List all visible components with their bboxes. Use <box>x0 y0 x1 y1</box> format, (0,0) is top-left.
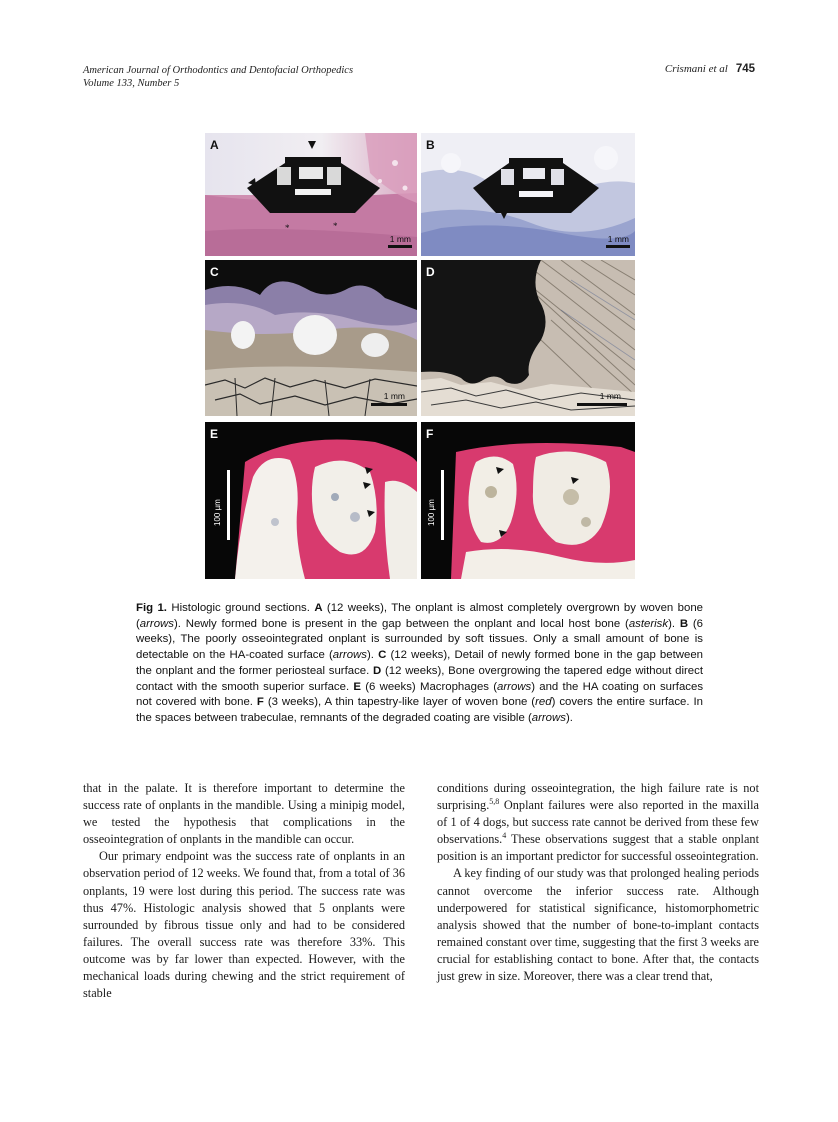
panel-e-scale-label: 100 µm <box>213 499 222 526</box>
panel-e-image <box>205 422 417 579</box>
caption-text: (6 weeks), The poorly osseointegrated onplant is surrounded by soft tissues. Only a small amount of bone is detectable on the HA-coated surface ( <box>136 617 704 662</box>
citation-ref: 4 <box>502 831 507 841</box>
citation-ref: 5,8 <box>489 797 500 806</box>
caption-italic: arrows <box>332 649 367 662</box>
caption-italic: arrows <box>497 680 532 693</box>
running-header-right <box>665 63 755 75</box>
caption-text: (12 weeks), The onplant is almost completely overgrown by woven bone ( <box>136 602 703 630</box>
panel-f-image <box>421 422 635 579</box>
caption-italic: arrows <box>139 617 174 630</box>
page-number: 745 <box>735 63 755 75</box>
running-header-left <box>83 64 353 90</box>
caption-text: ). Newly formed bone is present in the gap between the onplant and local host bone ( <box>173 617 629 630</box>
caption-panel-ref: D <box>373 664 382 677</box>
panel-d-scale-label: 1 mm <box>599 391 621 401</box>
body-paragraph: that in the palate. It is therefore important to determine the success rate of onplants in the mandible. Using a minipig model, we tested the hypothesis that complications in the osseointegration of onplants in the mandible can occur. <box>83 781 405 847</box>
caption-text: Histologic ground sections. <box>166 602 315 614</box>
panel-a-scale-label: 1 mm <box>389 234 411 244</box>
body-paragraph <box>437 780 759 865</box>
caption-panel-ref: C <box>378 649 387 662</box>
figure-1 <box>205 133 635 579</box>
svg-text:*: * <box>285 223 290 233</box>
caption-italic: red <box>535 696 552 709</box>
panel-f-label: F <box>426 427 434 441</box>
panel-b-label: B <box>426 138 435 152</box>
journal-volume: Volume 133, Number 5 <box>83 78 180 89</box>
body-column-left <box>83 780 405 1002</box>
panel-a-image <box>205 133 417 256</box>
caption-text: ) covers the entire surface. In the spaces between trabeculae, remnants of the degraded coating are visible ( <box>136 696 704 724</box>
running-authors: Crismani et al <box>664 63 728 75</box>
panel-d-label: D <box>426 265 435 279</box>
caption-italic: arrows <box>531 711 566 724</box>
body-text: These observations suggest that a stable onplant position is an important predictor for successful osseointegration. <box>437 832 759 864</box>
caption-italic: asterisk <box>628 617 669 630</box>
caption-text: ). <box>565 711 573 724</box>
panel-c-label: C <box>210 265 219 279</box>
caption-text: ). <box>668 617 680 630</box>
panel-f <box>421 422 635 579</box>
body-text: conditions during osseointegration, the high failure rate is not surprising. <box>437 781 759 813</box>
panel-e-label: E <box>210 427 219 441</box>
panel-b-scale-label: 1 mm <box>607 234 629 244</box>
body-column-right <box>437 780 759 985</box>
caption-text: ) and the HA coating on surfaces not covered with bone. <box>136 680 704 709</box>
panel-e <box>205 422 417 579</box>
body-paragraph: A key finding of our study was that prolonged healing periods cannot overcome the inferior success rate. Although underpowered for statistical significance, histomorphometric analysis showed that the number of bone-to-implant contacts remained constant over time, suggesting that the first 3 weeks are crucial for establishing contact to bone. After that, the contacts just grew in size. Moreover, there was a clear trend that, <box>437 866 760 984</box>
caption-text: ). <box>366 649 379 662</box>
caption-panel-ref: B <box>679 617 689 630</box>
figure-caption <box>136 601 703 727</box>
caption-text: (12 weeks), Detail of newly formed bone in the gap between the onplant and the former periosteal surface. <box>136 649 703 677</box>
panel-b <box>421 133 635 256</box>
panel-c-scale-label: 1 mm <box>383 391 405 401</box>
panel-a <box>205 133 417 256</box>
caption-panel-ref: E <box>353 680 361 693</box>
panel-f-scale-label: 100 µm <box>427 499 436 526</box>
body-text: Onplant failures were also reported in the maxilla of 1 of 4 dogs, but success rate cannot be derived from these few observations. <box>437 798 759 847</box>
caption-text: (6 weeks) Macrophages ( <box>360 680 498 693</box>
panel-b-image <box>421 133 635 256</box>
caption-panel-ref: F <box>256 696 264 709</box>
caption-text: (12 weeks), Bone overgrowing the tapered edge without direct contact with the smooth superior surface. <box>136 664 704 693</box>
caption-text: (3 weeks), A thin tapestry-like layer of woven bone ( <box>263 696 536 709</box>
panel-c <box>205 260 417 416</box>
panel-a-label: A <box>210 138 219 152</box>
body-paragraph: Our primary endpoint was the success rate of onplants in an observation period of 12 weeks. We found that, from a total of 36 onplants, 19 were lost during this period. The success rate was thus 47%. Histologic analysis showed that 5 onplants were surrounded by fibrous tissue only and had to be considered failures. The overall success rate was therefore 33%. This outcome was by far lower than expected. However, with the mechanical loads during chewing and the strict requirement of stable <box>83 849 405 1001</box>
caption-panel-ref: A <box>314 602 323 614</box>
svg-text:*: * <box>333 221 338 231</box>
caption-fig-label: Fig 1. <box>136 602 167 614</box>
journal-title: American Journal of Orthodontics and Dentofacial Orthopedics <box>83 65 354 76</box>
panel-d <box>421 260 635 416</box>
